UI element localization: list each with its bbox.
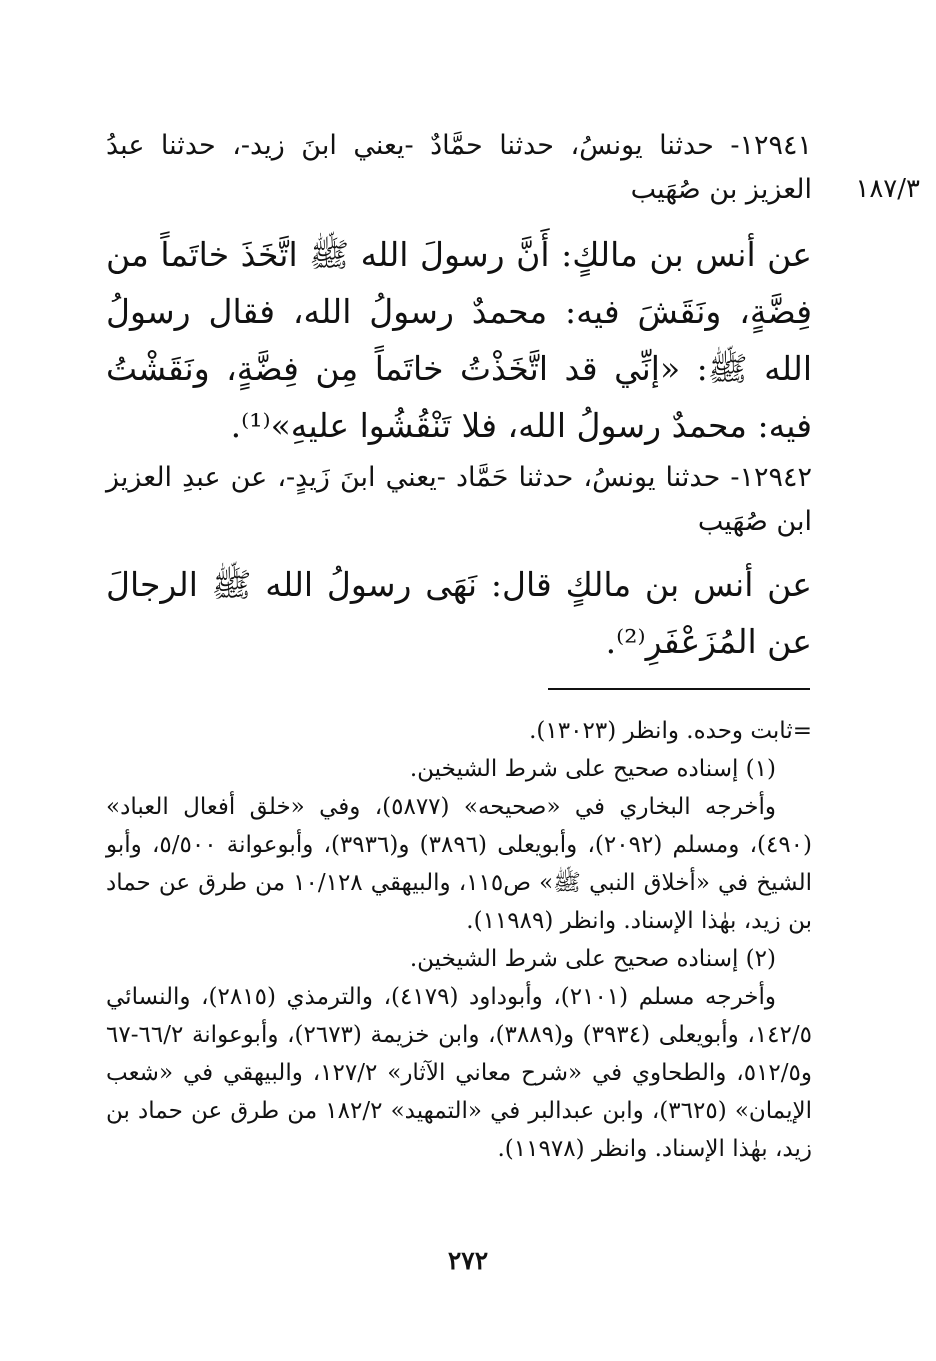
footnote-1-heading: (١) إسناده صحيح على شرط الشيخين. xyxy=(409,756,776,782)
footnote-separator xyxy=(548,688,810,690)
page-number: ٢٧٢ xyxy=(447,1246,489,1275)
footnote-2-heading: (٢) إسناده صحيح على شرط الشيخين. xyxy=(409,946,776,972)
hadith-2-matn: عن أنس بن مالكٍ قال: نَهَى رسولُ الله ﷺ الرجالَ عن المُزَعْفَرِ⁽²⁾. xyxy=(106,565,812,661)
hadith-1-matn: عن أنس بن مالكٍ: أَنَّ رسولَ الله ﷺ اتَّخَذَ خاتَماً من فِضَّةٍ، ونَقَشَ فيه: محمدٌ رسولُ الله، فقال رسولُ الله ﷺ: «إنِّي قد اتَّخَذْتُ خاتَماً مِن فِضَّةٍ، ونَقَشْتُ فيه: محمدٌ رسولُ الله، فلا تَنْقُشُوا عليهِ»⁽¹⁾. xyxy=(106,235,812,445)
hadith-2-isnad: ١٢٩٤٢- حدثنا يونسُ، حدثنا حَمَّاد -يعني ابنَ زَيدٍ-، عن عبدِ العزيز ابن صُهَيب xyxy=(106,462,812,537)
footnotes xyxy=(106,712,812,1168)
footnote-1-body: وأخرجه البخاري في «صحيحه» (٥٨٧٧)، وفي «خلق أفعال العباد» (٤٩٠)، ومسلم (٢٠٩٢)، وأبويعلى (٣٨٩٦) و(٣٩٣٦)، وأبوعوانة ٥/٥٠٠، وأبو الشيخ في «أخلاق النبي ﷺ» ص١١٥، والبيهقي ١٠/١٢٨ من طرق عن حماد بن زيد، بهٰذا الإسناد. وانظر (١١٩٨٩). xyxy=(106,794,813,934)
margin-volume-page-reference: ١٨٧/٣ xyxy=(855,174,920,204)
hadith-1-isnad: ١٢٩٤١- حدثنا يونسُ، حدثنا حمَّادٌ -يعني ابنَ زيد-، حدثنا عبدُ العزيز بن صُهَيب xyxy=(106,130,812,205)
footnote-2-body: وأخرجه مسلم (٢١٠١)، وأبوداود (٤١٧٩)، والترمذي (٢٨١٥)، والنسائي ١٤٢/٥، وأبويعلى (٣٩٣٤) و(٣٨٨٩)، وابن خزيمة (٢٦٧٣)، وأبوعوانة ٦٦/٢-٦٧ و٥١٢/٥، والطحاوي في «شرح معاني الآثار» ١٢٧/٢، والبيهقي في «شعب الإيمان» (٣٦٢٥)، وابن عبدالبر في «التمهيد» ١٨٢/٢ من طرق عن حماد بن زيد، بهٰذا الإسناد. وانظر (١١٩٧٨). xyxy=(106,984,812,1162)
footnote-continuation: =ثابت وحده. وانظر (١٣٠٢٣). xyxy=(529,718,812,744)
